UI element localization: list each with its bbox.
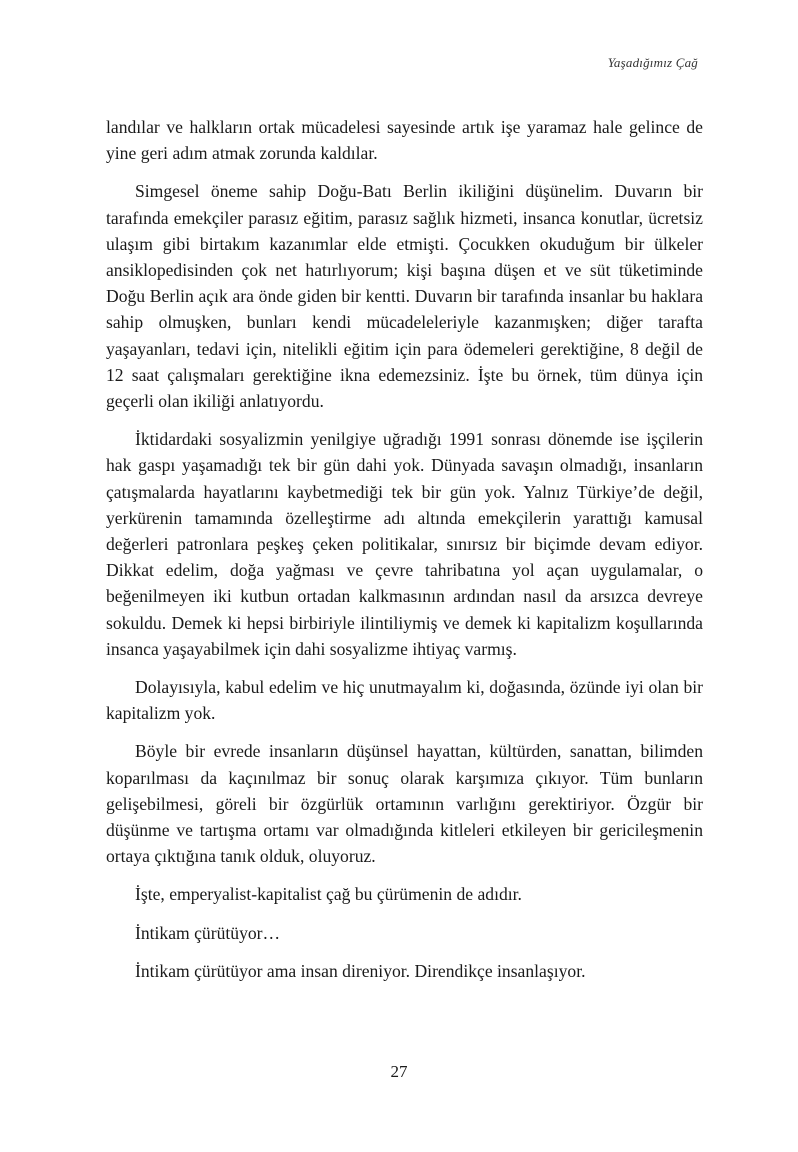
- paragraph: İntikam çürütüyor ama insan direniyor. Direndikçe insanlaşıyor.: [135, 960, 586, 981]
- paragraph: Simgesel öneme sahip Doğu-Batı Berlin ikiliğini düşünelim. Duvarın bir tarafında emekçiler parasız eğitim, parasız sağlık hizmeti, insanca konutlar, ücretsiz ulaşım gibi birtakım kazanımlar elde etmişti. Çocukken okuduğum bir ülkeler ansiklopedisinden çok net hatırlıyorum; kişi başına düşen et ve süt tüketiminde Doğu Berlin açık ara önde giden bir kentti. Duvarın bir tarafında insanlar bu haklara sahip olmuşken, bunları kendi mücadeleleriyle kazanmışken; diğer tarafta yaşayanları, tedavi için, nitelikli eğitim için para ödemeleri gerektiğine, 8 değil de 12 saat çalışmaları gerektiğine ikna edemezsiniz. İşte bu örnek, tüm dünya için geçerli olan ikiliği anlatıyordu.: [106, 181, 703, 412]
- paragraph: Dolayısıyla, kabul edelim ve hiç unutmayalım ki, doğasında, özünde iyi olan bir kapitalizm yok.: [106, 677, 703, 724]
- paragraph: İntikam çürütüyor…: [135, 922, 281, 943]
- body-text: [106, 114, 703, 996]
- page-number: 27: [390, 1062, 408, 1081]
- paragraph: İktidardaki sosyalizmin yenilgiye uğradığı 1991 sonrası dönemde ise işçilerin hak gaspı yaşamadığı tek bir gün dahi yok. Dünyada savaşın olmadığı, insanların çatışmalarda hayatlarını kaybetmediği tek bir gün yok. Yalnız Türkiye’de değil, yerkürenin tamamında özelleştirme adı altında emekçilerin yarattığı kamusal değerleri patronlara peşkeş çeken politikalar, sınırsız bir biçimde devam ediyor. Dikkat edelim, doğa yağması ve çevre tahribatına yol açan uygulamalar, o beğenilmeyen iki kutbun ortadan kalkmasının ardından nasıl da arsızca devreye sokuldu. Demek ki hepsi birbiriyle ilintiliymiş ve demek ki kapitalizm koşullarında insanca yaşayabilmek için dahi sosyalizme ihtiyaç varmış.: [106, 429, 703, 659]
- paragraph: Böyle bir evrede insanların düşünsel hayattan, kültürden, sanattan, bilimden koparılması da kaçınılmaz bir sonuç olarak karşımıza çıkıyor. Tüm bunların gelişebilmesi, göreli bir özgürlük ortamının varlığını gerektiriyor. Özgür bir düşünme ve tartışma ortamı var olmadığında kitleleri etkileyen bir gericileşmenin ortaya çıktığına tanık olduk, oluyoruz.: [106, 741, 703, 867]
- running-header: Yaşadığımız Çağ: [607, 55, 698, 70]
- paragraph-continuation: landılar ve halkların ortak mücadelesi sayesinde artık işe yaramaz hale gelince de yine geri adım atmak zorunda kaldılar.: [106, 117, 703, 164]
- paragraph: İşte, emperyalist-kapitalist çağ bu çürümenin de adıdır.: [135, 884, 522, 905]
